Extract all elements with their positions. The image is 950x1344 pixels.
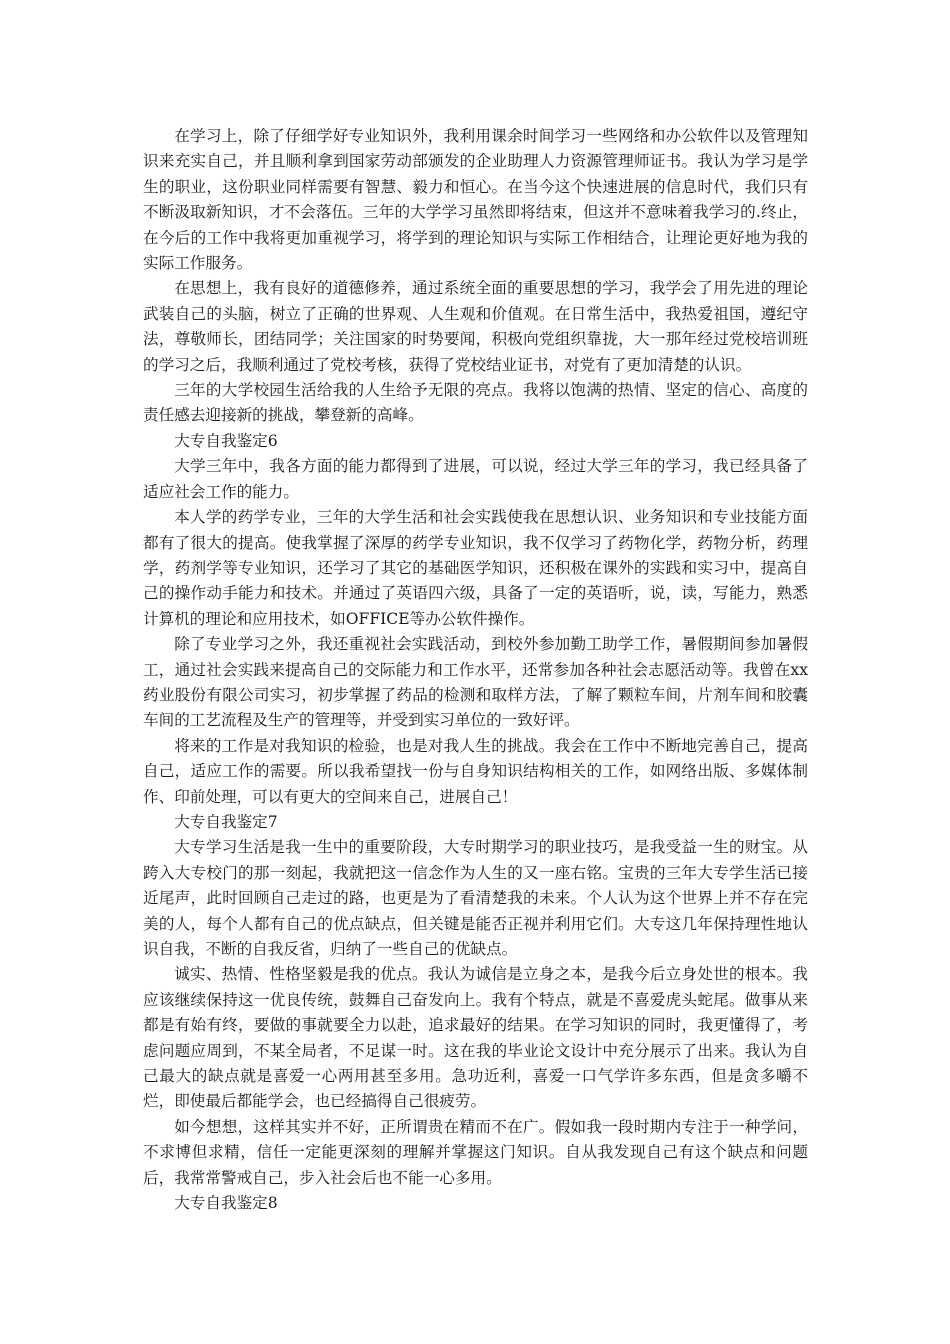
paragraph-pharmacy-major: 本人学的药学专业，三年的大学生活和社会实践使我在思想认识、业务知识和专业技能方面都有了很大的提高。使我掌握了深厚的药学专业知识，我不仅学习了药物化学，药物分析，药理学，药剂学等专业知识，还学习了其它的基础医学知识，还积极在课外的实践和实习中，提高自己的操作动手能力和技术。并通过了英语四六级，具备了一定的英语听，说，读，写能力，熟悉计算机的理论和应用技术，如OFFICE等办公软件操作。 bbox=[143, 508, 808, 628]
paragraph-abilities: 大学三年中，我各方面的能力都得到了进展，可以说，经过大学三年的学习，我已经具备了适应社会工作的能力。 bbox=[143, 457, 808, 501]
section-heading-7: 大专自我鉴定7 bbox=[174, 812, 278, 831]
paragraph-social-practice: 除了专业学习之外，我还重视社会实践活动，到校外参加勤工助学工作，暑假期间参加暑假工，通过社会实践来提高自己的交际能力和工作水平，还常参加各种社会志愿活动等。我曾在xx药业股份有限公司实习，初步掌握了药品的检测和取样方法，了解了颗粒车间，片剂车间和胶囊车间的工艺流程及生产的管理等，并受到实习单位的一致好评。 bbox=[143, 635, 808, 730]
document-body bbox=[143, 124, 808, 1216]
paragraph-ideology: 在思想上，我有良好的道德修养，通过系统全面的重要思想的学习，我学会了用先进的理论武装自己的头脑，树立了正确的世界观、人生观和价值观。在日常生活中，我热爱祖国，遵纪守法，尊敬师长，团结同学；关注国家的时势要闻，积极向党组织靠拢，大一那年经过党校培训班的学习之后，我顺利通过了党校考核，获得了党校结业证书，对党有了更加清楚的认识。 bbox=[143, 279, 808, 374]
paragraph-college-life: 大专学习生活是我一生中的重要阶段，大专时期学习的职业技巧，是我受益一生的财宝。从跨入大专校门的那一刻起，我就把这一信念作为人生的又一座右铭。宝贵的三年大专学生活已接近尾声，此时回顾自己走过的路，也更是为了看清楚我的未来。个人认为这个世界上并不存在完美的人，每个人都有自己的优点缺点，但关键是能否正视并利用它们。大专这几年保持理性地认识自我，不断的自我反省，归纳了一些自己的优缺点。 bbox=[143, 838, 808, 958]
paragraph-future-work: 将来的工作是对我知识的检验，也是对我人生的挑战。我会在工作中不断地完善自己，提高自己，适应工作的需要。所以我希望找一份与自身知识结构相关的工作，如网络出版、多媒体制作、印前处理，可以有更大的空间来自己，进展自己！ bbox=[143, 736, 808, 806]
paragraph-strengths: 诚实、热情、性格坚毅是我的优点。我认为诚信是立身之本，是我今后立身处世的根本。我应该继续保持这一优良传统，鼓舞自己奋发向上。我有个特点，就是不喜爱虎头蛇尾。做事从来都是有始有终，要做的事就要全力以赴，追求最好的结果。在学习知识的同时，我更懂得了，考虑问题应周到，不某全局者，不足谋一时。这在我的毕业论文设计中充分展示了出来。我认为自己最大的缺点就是喜爱一心两用甚至多用。急功近利，喜爱一口气学许多东西，但是贪多嚼不烂，即使最后都能学会，也已经搞得自己很疲劳。 bbox=[143, 965, 808, 1111]
paragraph-study: 在学习上，除了仔细学好专业知识外，我利用课余时间学习一些网络和办公软件以及管理知识来充实自己，并且顺利拿到国家劳动部颁发的企业助理人力资源管理师证书。我认为学习是学生的职业，这份职业同样需要有智慧、毅力和恒心。在当今这个快速进展的信息时代，我们只有不断汲取新知识，才不会落伍。三年的大学学习虽然即将结束，但这并不意味着我学习的.终止，在今后的工作中我将更加重视学习，将学到的理论知识与实际工作相结合，让理论更好地为我的实际工作服务。 bbox=[143, 127, 808, 273]
paragraph-reflection: 如今想想，这样其实并不好，正所谓贵在精而不在广。假如我一段时期内专注于一种学问，不求博但求精，信任一定能更深刻的理解并掌握这门知识。自从我发现自己有这个缺点和问题后，我常常警戒自己，步入社会后也不能一心多用。 bbox=[143, 1117, 808, 1187]
paragraph-campus-life: 三年的大学校园生活给我的人生给予无限的亮点。我将以饱满的热情、坚定的信心、高度的责任感去迎接新的挑战，攀登新的高峰。 bbox=[143, 381, 808, 425]
section-heading-6: 大专自我鉴定6 bbox=[174, 431, 278, 450]
section-heading-8: 大专自我鉴定8 bbox=[174, 1194, 278, 1213]
